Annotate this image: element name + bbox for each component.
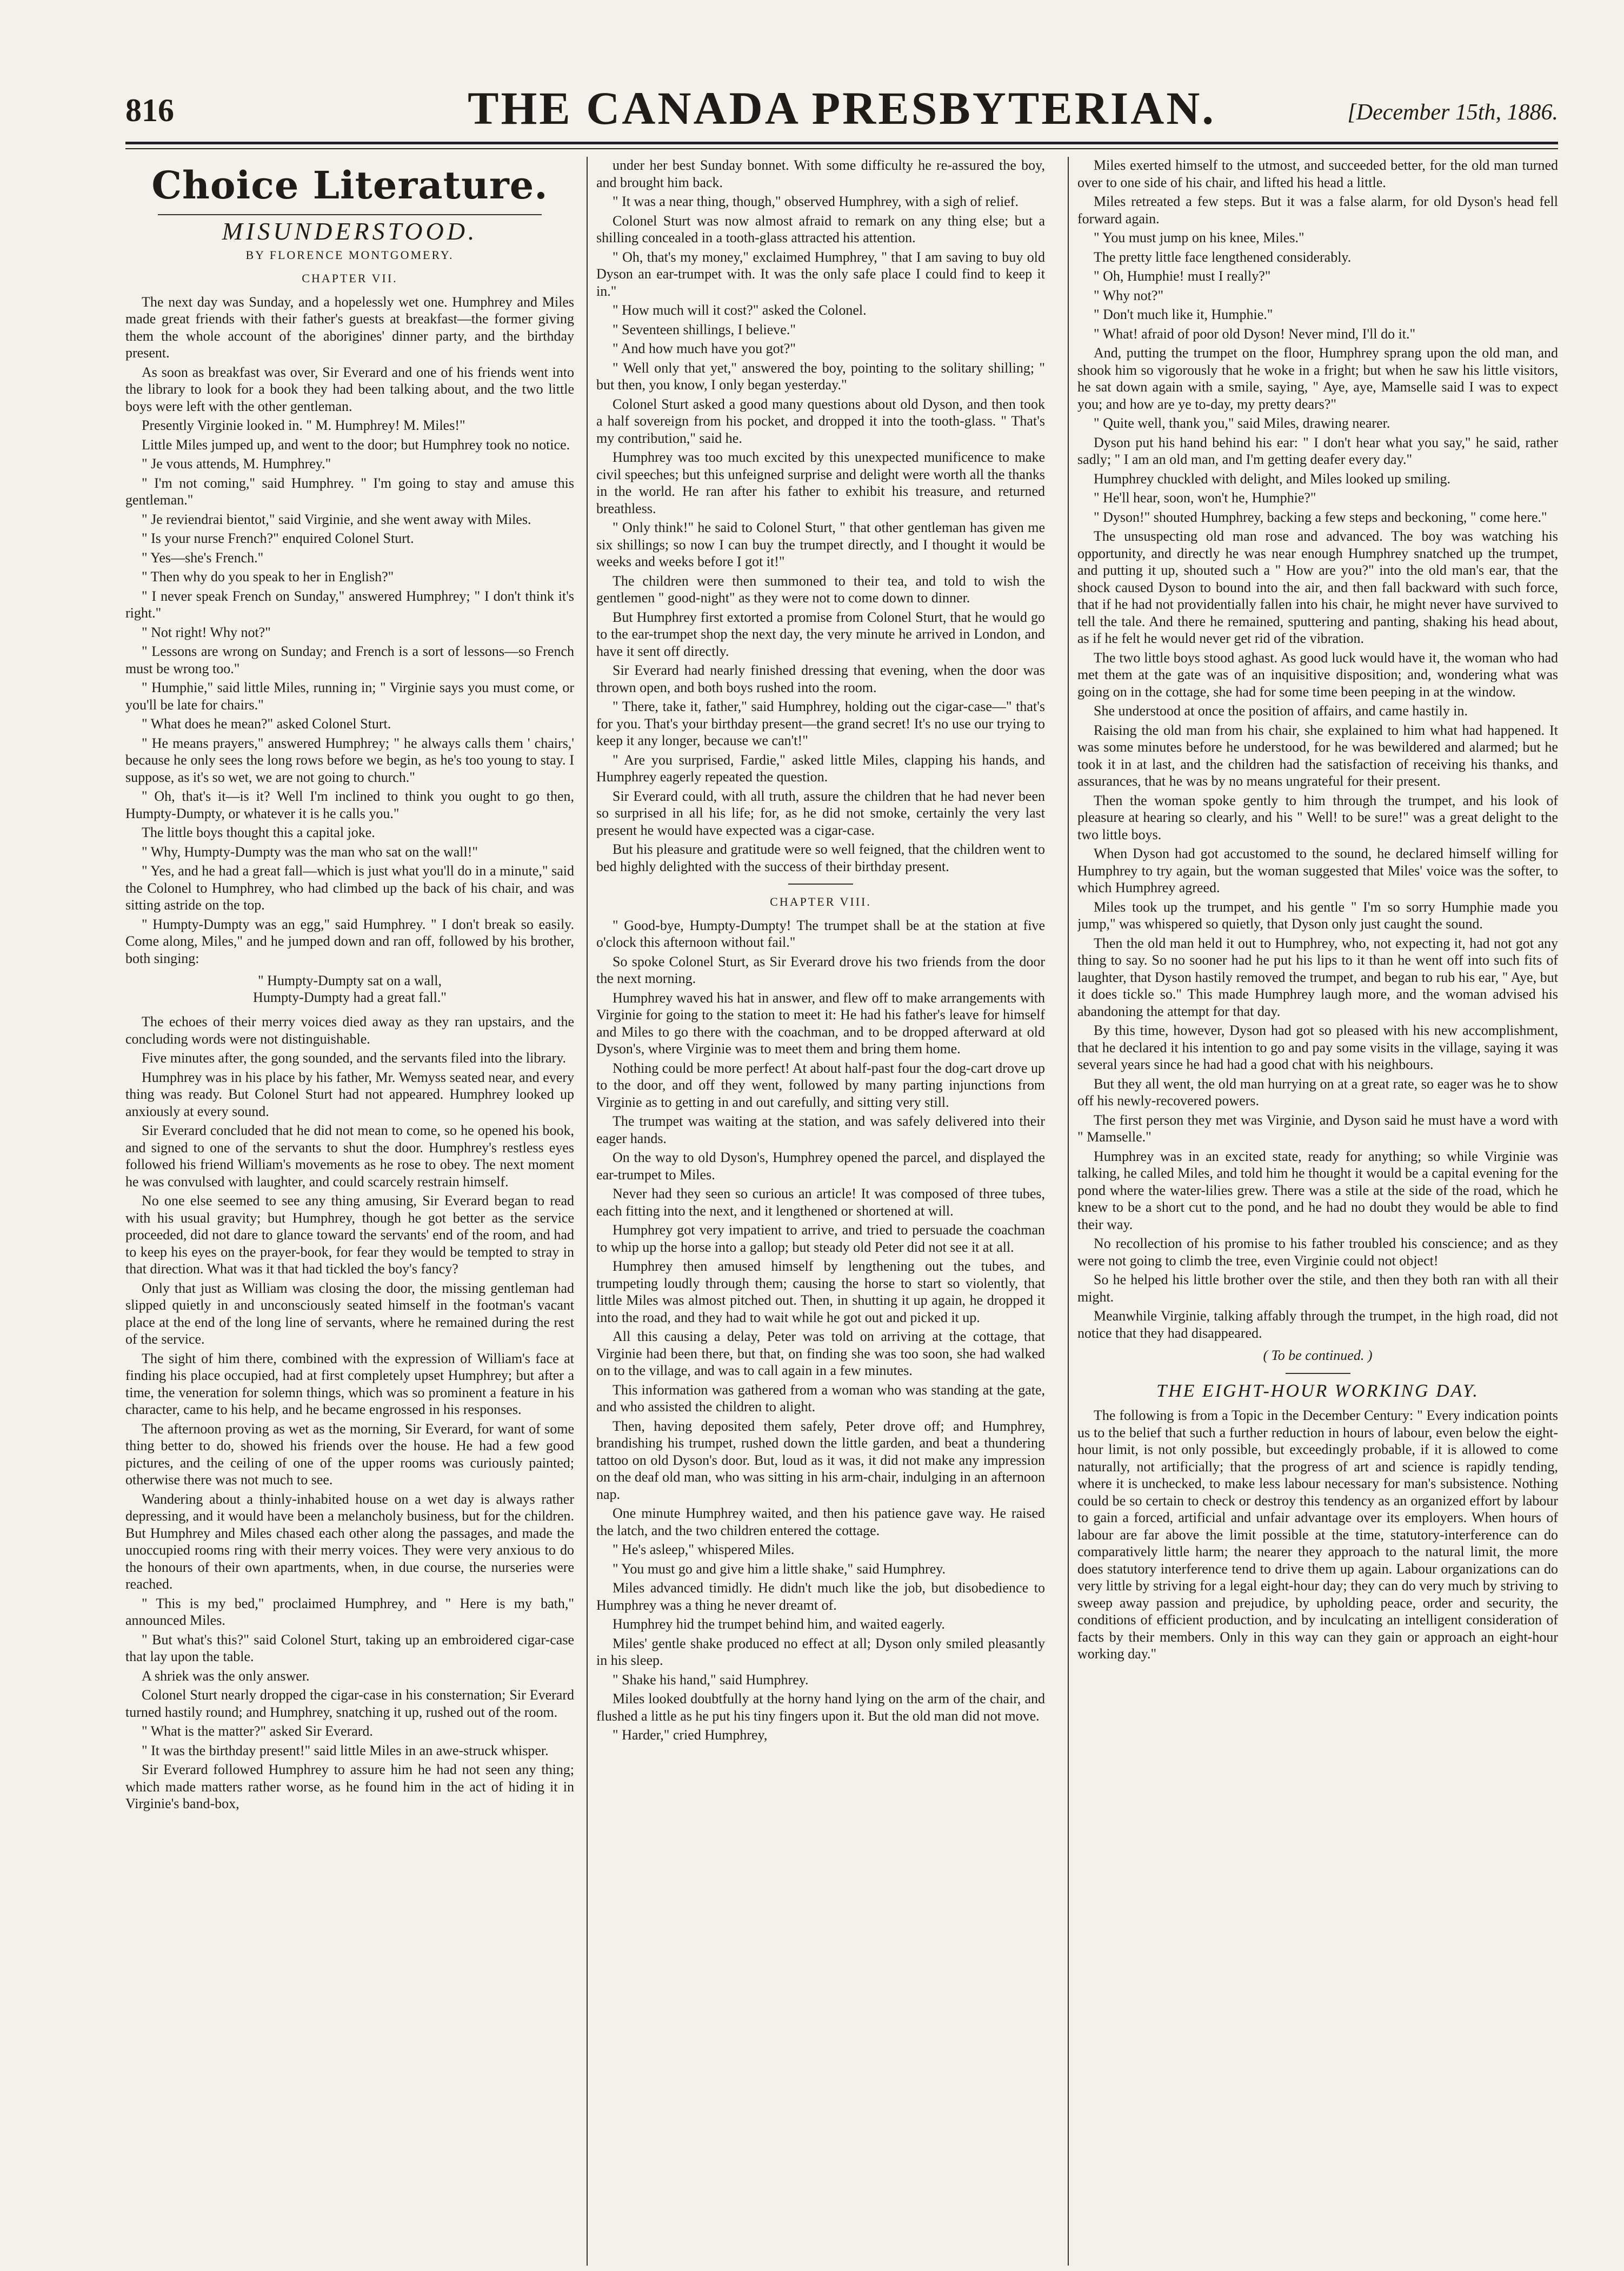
paragraph: " Are you surprised, Fardie," asked little Miles, clapping his hands, and Humphrey eagerly repeated the question.: [596, 752, 1045, 785]
column-1: [125, 157, 574, 2255]
paragraph: " Je reviendrai bientot," said Virginie, and she went away with Miles.: [142, 511, 531, 527]
column-divider: [1068, 157, 1069, 2266]
paragraph: Wandering about a thinly-inhabited house on a wet day is always rather depressing, and it would have been a melancholy business, but for the children. But Humphrey and Miles chased each other along the passages, and made the unoccupied rooms ring with their merry voices. They were very anxious to do the honours of their own apartments, when, in due course, the nurseries were reached.: [125, 1491, 574, 1592]
paragraph: The afternoon proving as wet as the morning, Sir Everard, for want of some thing better to do, showed his friends over the house. He had a few good pictures, and the ceiling of one of the upper rooms was curiously painted; otherwise there was not much to see.: [125, 1420, 574, 1488]
paragraph: " Why, Humpty-Dumpty was the man who sat on the wall!": [142, 844, 478, 860]
column-2-text: [596, 157, 1045, 875]
divider: [788, 884, 853, 885]
divider: [158, 214, 542, 215]
verse-line: " Humpty-Dumpty sat on a wall,: [258, 973, 442, 988]
paragraph: But his pleasure and gratitude were so well feigned, that the children went to bed highly delighted with the success of their birthday present.: [596, 841, 1045, 874]
paragraph: " Seventeen shillings, I believe.": [613, 321, 796, 337]
paragraph: She understood at once the position of affairs, and came hastily in.: [1094, 703, 1468, 719]
paragraph: Five minutes after, the gong sounded, and the servants filed into the library.: [142, 1050, 567, 1066]
paragraph: " Harder," cried Humphrey,: [613, 1727, 768, 1743]
chapter-heading: CHAPTER VII.: [302, 271, 398, 285]
paragraph: " Don't much like it, Humphie.": [1094, 307, 1273, 322]
paragraph: " Humpty-Dumpty was an egg," said Humphrey. " I don't break so easily. Come along, Miles," and he jumped down and ran off, followed by his brother, both singing:: [125, 916, 574, 966]
paragraph: Sir Everard concluded that he did not mean to come, so he opened his book, and signed to one of the servants to shut the door. Humphrey's restless eyes followed his friend William's movements as he rose to obey. The next moment he was convulsed with laughter, and could scarcely restrain himself.: [125, 1123, 574, 1190]
paragraph: Miles retreated a few steps. But it was a false alarm, for old Dyson's head fell forward again.: [1077, 194, 1558, 227]
paragraph: Humphrey then amused himself by lengthening out the tubes, and trumpeting loudly through them; causing the horse to start so violently, that little Miles was almost pitched out. Then, in shutting it up again, he dropped it into the road, and they had to wait while he got out and picked it up.: [596, 1258, 1045, 1325]
column-3-text: [1077, 157, 1558, 1342]
paragraph: Meanwhile Virginie, talking affably through the trumpet, in the high road, did not notice that they had disappeared.: [1077, 1308, 1558, 1341]
paragraph: Humphrey hid the trumpet behind him, and waited eagerly.: [613, 1616, 945, 1632]
paragraph: The two little boys stood aghast. As good luck would have it, the woman who had met them at the gate was of an inquisitive disposition; and, wondering what was going on in the cottage, she had for some time been peeping in at the window.: [1077, 649, 1558, 700]
column-1-text-continued: [125, 1013, 574, 1812]
paragraph: Miles' gentle shake produced no effect at all; Dyson only smiled pleasantly in his sleep.: [596, 1635, 1045, 1668]
paragraph: " Dyson!" shouted Humphrey, backing a few steps and beckoning, " come here.": [1094, 509, 1547, 525]
paragraph: The pretty little face lengthened considerably.: [1094, 249, 1352, 265]
paragraph: Humphrey was too much excited by this unexpected munificence to make civil speeches; but this unfeigned surprise and delight were worth all the thanks in the world. He ran after his father to exhibit his treasure, and returned breathless.: [596, 449, 1045, 516]
paragraph: " Then why do you speak to her in English?": [142, 569, 394, 585]
verse-line: Humpty-Dumpty had a great fall.": [253, 990, 447, 1005]
paragraph: The unsuspecting old man rose and advanced. The boy was watching his opportunity, and directly he was near enough Humphrey snatched up the trumpet, and putting it up, shouted such a " How are you?" into the old man's ear, that the shock caused Dyson to bound into the air, and then fall backward with such force, that if he had not providentially fallen into his chair, he might never have survived to tell the tale. And there he remained, sputtering and panting, shaking his head about, as if he felt he would never get rid of the vibration.: [1077, 528, 1558, 646]
chapter-heading: CHAPTER VIII.: [770, 895, 871, 908]
paragraph: The children were then summoned to their tea, and told to wish the gentlemen " good-night" as they were not to come down to dinner.: [596, 573, 1045, 606]
paragraph: " Oh, that's my money," exclaimed Humphrey, " that I am saving to buy old Dyson an ear-trumpet with. It was the only safe place I could find to keep it in.": [596, 249, 1045, 299]
paragraph: " Oh, that's it—is it? Well I'm inclined to think you ought to go then, Humpty-Dumpty, or whatever it is he calls you.": [125, 788, 574, 821]
paragraph: Dyson put his hand behind his ear: " I don't hear what you say," he said, rather sadly; " I am an old man, and I'm getting deafer every day.": [1077, 434, 1558, 467]
paragraph: " Je vous attends, M. Humphrey.": [142, 456, 331, 472]
page-number: 816: [125, 92, 174, 128]
paragraph: The echoes of their merry voices died away as they ran upstairs, and the concluding words were not distinguishable.: [125, 1014, 574, 1047]
paragraph: Only that just as William was closing the door, the missing gentleman had slipped quietly in and unconsciously seated himself in the footman's vacant place at the end of the long line of servants, where he remained during the rest of the service.: [125, 1280, 574, 1347]
story-byline: BY FLORENCE MONTGOMERY.: [245, 248, 454, 262]
paragraph: " Is your nurse French?" enquired Colonel Sturt.: [142, 530, 414, 546]
paragraph: " But what's this?" said Colonel Sturt, taking up an embroidered cigar-case that lay upon the table.: [125, 1631, 574, 1664]
column-divider: [587, 157, 588, 2266]
paragraph: " He's asleep," whispered Miles.: [613, 1542, 795, 1557]
paragraph: " You must go and give him a little shake," said Humphrey.: [613, 1561, 946, 1577]
column-3: [1077, 157, 1558, 2255]
paragraph: So he helped his little brother over the stile, and then they both ran with all their might.: [1077, 1272, 1558, 1305]
paragraph: " It was a near thing, though," observed Humphrey, with a sigh of relief.: [613, 194, 1019, 209]
paragraph: As soon as breakfast was over, Sir Everard and one of his friends went into the library to look for a book they had been talking about, and the two little boys were left with the other gentleman.: [125, 364, 574, 414]
column-2-text-continued: [596, 917, 1045, 1744]
paragraph: And, putting the trumpet on the floor, Humphrey sprang upon the old man, and shook him so vigorously that he woke in a fright; but when he saw his little visitors, he sat down again with a smile, saying, " Aye, aye, Mamselle said I was to expect you; and how are ye to-day, my pretty dears?": [1077, 345, 1558, 412]
paragraph: Then the old man held it out to Humphrey, who, not expecting it, had not got any thing to say. So no sooner had he put his lips to it than he went off into such fits of laughter, that Dyson hastily removed the trumpet, and began to rub his ear, " Aye, but it does tickle so." This made Humphrey laugh more, and the woman advised his abandoning the attempt for that day.: [1077, 935, 1558, 1019]
paragraph: No recollection of his promise to his father troubled his conscience; and as they were not going to climb the tree, even Virginie could not object!: [1077, 1236, 1558, 1269]
paragraph: under her best Sunday bonnet. With some difficulty he re-assured the boy, and brought him back.: [596, 157, 1045, 190]
paragraph: Miles looked doubtfully at the horny hand lying on the arm of the chair, and flushed a little as he put his tiny fingers upon it. But the old man did not move.: [596, 1691, 1045, 1724]
column-1-text: [125, 294, 574, 967]
paragraph: Little Miles jumped up, and went to the door; but Humphrey took no notice.: [142, 436, 570, 453]
paragraph: A shriek was the only answer.: [142, 1668, 310, 1684]
paragraph: But they all went, the old man hurrying on at a great rate, so eager was he to show off his newly-recovered powers.: [1077, 1075, 1558, 1108]
paragraph: Colonel Sturt was now almost afraid to remark on any thing else; but a shilling concealed in a tooth-glass attracted his attention.: [596, 213, 1045, 245]
paragraph: " What is the matter?" asked Sir Everard.: [142, 1723, 373, 1739]
paragraph: Humphrey got very impatient to arrive, and tried to persuade the coachman to whip up the horse into a gallop; but steady old Peter did not see it at all.: [596, 1222, 1045, 1255]
verse: [125, 972, 574, 1006]
header-rule-thin: [125, 148, 1558, 149]
paragraph: " Humphie," said little Miles, running in; " Virginie says you must come, or you'll be late for chairs.": [125, 680, 574, 713]
paragraph: The next day was Sunday, and a hopelessly wet one. Humphrey and Miles made great friends with their father's guests at breakfast—the former giving them the whole account of the aborigines' dinner party, and the birthday present.: [125, 294, 574, 361]
paragraph: Sir Everard followed Humphrey to assure him he had not seen any thing; which made matters rather worse, as he found him in the act of hiding it in Virginie's band-box,: [125, 1762, 574, 1811]
paragraph: " And how much have you got?": [613, 341, 796, 356]
paragraph: Colonel Sturt nearly dropped the cigar-case in his consternation; Sir Everard turned hastily round; and Humphrey, snatching it up, rushed out of the room.: [125, 1687, 574, 1720]
paragraph: " Yes—she's French.": [142, 549, 264, 566]
paragraph: Sir Everard had nearly finished dressing that evening, when the door was thrown open, and both boys rushed into the room.: [596, 662, 1045, 695]
paragraph: " You must jump on his knee, Miles.": [1094, 230, 1304, 245]
masthead: THE CANADA PRESBYTERIAN.: [468, 82, 1216, 134]
paragraph: " Quite well, thank you," said Miles, drawing nearer.: [1094, 415, 1390, 431]
paragraph: " Lessons are wrong on Sunday; and French is a sort of lessons—so French must be wrong too.": [125, 643, 574, 676]
paragraph: The little boys thought this a capital joke.: [142, 825, 375, 840]
paragraph: When Dyson had got accustomed to the sound, he declared himself willing for Humphrey to try again, but the woman suggested that Miles' voice was the softer, to which Humphrey agreed.: [1077, 846, 1558, 895]
paragraph: " It was the birthday present!" said little Miles in an awe-struck whisper.: [142, 1742, 549, 1758]
paragraph: " There, take it, father," said Humphrey, holding out the cigar-case—" that's for you. That's your birthday present—the grand secret! It's no use our trying to keep it any longer, because we can't!": [596, 699, 1045, 748]
paragraph: Then the woman spoke gently to him through the trumpet, and his look of pleasure at hearing so clearly, and his " Well! to be sure!" was a great delight to the two little boys.: [1077, 792, 1558, 842]
page-header: [125, 81, 1558, 141]
paragraph: Humphrey was in an excited state, ready for anything; so while Virginie was talking, he called Miles, and told him he thought it would be a capital evening for the pond where the water-lilies grew. There was a stile at the side of the road, which he knew to be a short cut to the pond, and he had no doubt they would be able to find their way.: [1077, 1148, 1558, 1232]
paragraph: On the way to old Dyson's, Humphrey opened the parcel, and displayed the ear-trumpet to Miles.: [596, 1150, 1045, 1183]
column-2: [596, 157, 1045, 2255]
header-rule: [125, 142, 1558, 144]
paragraph: " Oh, Humphie! must I really?": [1094, 268, 1271, 284]
paragraph: No one else seemed to see any thing amusing, Sir Everard began to read with his usual gravity; but Humphrey, though he got better as the service proceeded, did not dare to glance toward the servants' end of the room, and had to keep his eyes on the prayer-book, for fear they would be tempted to stray in that direction. What was it that had tickled the boy's fancy?: [125, 1193, 574, 1277]
paragraph: Humphrey chuckled with delight, and Miles looked up smiling.: [1094, 470, 1451, 487]
paragraph: Miles advanced timidly. He didn't much like the job, but disobedience to Humphrey was a thing he never dreamt of.: [596, 1580, 1045, 1613]
paragraph: Presently Virginie looked in. " M. Humphrey! M. Miles!": [142, 417, 465, 433]
issue-date: [December 15th, 1886.: [1347, 100, 1558, 125]
paragraph: Humphrey was in his place by his father, Mr. Wemyss seated near, and every thing was ready. But Colonel Sturt had not appeared. Humphrey looked up anxiously at every sound.: [125, 1069, 574, 1119]
paragraph: All this causing a delay, Peter was told on arriving at the cottage, that Virginie had been there, but that, on finding she was too soon, she had walked on to the village, and was to call again in a few minutes.: [596, 1329, 1045, 1378]
paragraph: " He'll hear, soon, won't he, Humphie?": [1094, 490, 1316, 506]
section-heading: Choice Literature.: [151, 163, 548, 208]
paragraph: One minute Humphrey waited, and then his patience gave way. He raised the latch, and the two children entered the cottage.: [596, 1505, 1045, 1538]
paragraph: So spoke Colonel Sturt, as Sir Everard drove his two friends from the door the next morning.: [596, 953, 1045, 986]
paragraph: " What! afraid of poor old Dyson! Never mind, I'll do it.": [1094, 326, 1416, 342]
paragraph: Miles took up the trumpet, and his gentle " I'm so sorry Humphie made you jump," was whispered so quietly, that Dyson only just caught the sound.: [1077, 899, 1558, 932]
divider: [1286, 1373, 1350, 1374]
story-title: MISUNDERSTOOD.: [222, 217, 478, 245]
paragraph: Raising the old man from his chair, she explained to him what had happened. It was some minutes before he understood, for he was bewildered and alarmed; but he took it in at last, and the children had the satisfaction of receiving his thanks, and assurances, that he was by no means ungrateful for their present.: [1077, 722, 1558, 789]
paragraph: The sight of him there, combined with the expression of William's face at finding his place occupied, had at first completely upset Humphrey; but after a time, the veneration for solemn things, which was so prominent a feature in his character, came to his help, and he became engrossed in his responses.: [125, 1350, 574, 1417]
paragraph: " Only think!" he said to Colonel Sturt, " that other gentleman has given me six shillings; so now I can buy the trumpet directly, and I thought it would be weeks and weeks before I got it!": [596, 520, 1045, 569]
article-title: THE EIGHT-HOUR WORKING DAY.: [1156, 1380, 1479, 1401]
paragraph: The trumpet was waiting at the station, and was safely delivered into their eager hands.: [596, 1113, 1045, 1146]
paragraph: " Yes, and he had a great fall—which is just what you'll do in a minute," said the Colonel to Humphrey, who had climbed up the back of his chair, and was sitting astride on the top.: [125, 863, 574, 913]
paragraph: Miles exerted himself to the utmost, and succeeded better, for the old man turned over to one side of his chair, and lifted his head a little.: [1077, 157, 1558, 190]
paragraph: Humphrey waved his hat in answer, and flew off to make arrangements with Virginie for going to the station to meet it: He had his father's leave for himself and Miles to go there with the coachman, and to be dropped afterward at old Dyson's, where Virginie was to meet them and bring them home.: [596, 990, 1045, 1057]
paragraph: " Well only that yet," answered the boy, pointing to the solitary shilling; " but then, you know, I only began yesterday.": [596, 360, 1045, 393]
paragraph: " How much will it cost?" asked the Colonel.: [613, 302, 867, 318]
paragraph: Colonel Sturt asked a good many questions about old Dyson, and then took a half sovereign from his pocket, and dropped it into the tooth-glass. " That's my contribution," said he.: [596, 396, 1045, 446]
paragraph: Nothing could be more perfect! At about half-past four the dog-cart drove up to the door, and off they went, followed by many parting injunctions from Virginie as to getting in and out carefully, and sitting very still.: [596, 1060, 1045, 1110]
paragraph: " This is my bed," proclaimed Humphrey, and " Here is my bath," announced Miles.: [125, 1595, 574, 1628]
paragraph: Sir Everard could, with all truth, assure the children that he had never been so surprised in all his life; for, as he did not smoke, certainly the very last present he would have expected was a cigar-case.: [596, 788, 1045, 838]
paragraph: By this time, however, Dyson had got so pleased with his new accomplishment, that he declared it his intention to go and pay some visits in the village, saying it was several years since he had had a good chat with his neighbours.: [1077, 1022, 1558, 1072]
paragraph: Never had they seen so curious an article! It was composed of three tubes, each fitting into the next, and it lengthened or shortened at will.: [596, 1186, 1045, 1219]
paragraph: " I never speak French on Sunday," answered Humphrey; " I don't think it's right.": [125, 588, 574, 621]
paragraph: The first person they met was Virginie, and Dyson said he must have a word with " Mamselle.": [1077, 1112, 1558, 1145]
paragraph: " I'm not coming," said Humphrey. " I'm going to stay and amuse this gentleman.": [125, 475, 574, 508]
article-body: The following is from a Topic in the December Century: " Every indication points us to the belief that such a further reduction in hours of labour, even below the eight-hour limit, is not only possible, but exceedingly probable, if it is allowed to come naturally, not artificially; that the progress of art and science is rapidly tending, where it is unchecked, to make less labour necessary for man's subsistence. Nothing could be so certain to check or destroy this tendency as an organized effort by labour to gain a forced, artificial and unfair advantage over its employers. When hours of labour are far above the limit possible at the time, statutory-interference can do comparatively little harm; the nearer they approach to the natural limit, the more does statutory interference tend to drive them up again. Labour organizations can do very little by striving for a legal eight-hour day; they can do very much by striving to sweep away passion and prejudice, by upholding peace, order and security, the conditions of efficient production, and by inculcating an intelligent consideration of facts by their members. Only in this way can they gain or approach an eight-hour working day.": [1077, 1407, 1558, 1662]
paragraph: Then, having deposited them safely, Peter drove off; and Humphrey, brandishing his trumpet, rushed down the little garden, and beat a thundering tattoo on old Dyson's door. But, loud as it was, it did not make any impression on the deaf old man, who was sitting in his arm-chair, indulging in an afternoon nap.: [596, 1418, 1045, 1502]
paragraph: " Good-bye, Humpty-Dumpty! The trumpet shall be at the station at five o'clock this afternoon without fail.": [596, 917, 1045, 950]
paragraph: " What does he mean?" asked Colonel Sturt.: [142, 716, 391, 732]
paragraph: " He means prayers," answered Humphrey; " he always calls them ' chairs,' because he only sees the long rows before we begin, as he's too young to stay. I suppose, as it's so wet, we are not going to church.": [125, 735, 574, 785]
paragraph: " Why not?": [1094, 287, 1164, 303]
paragraph: This information was gathered from a woman who was standing at the gate, and who assisted the children to alight.: [596, 1382, 1045, 1415]
paragraph: But Humphrey first extorted a promise from Colonel Sturt, that he would go to the ear-trumpet shop the next day, the very minute he arrived in London, and have it sent off directly.: [596, 609, 1045, 659]
to-be-continued: ( To be continued. ): [1263, 1347, 1373, 1363]
paragraph: " Shake his hand," said Humphrey.: [613, 1671, 809, 1688]
paragraph: " Not right! Why not?": [142, 624, 271, 640]
